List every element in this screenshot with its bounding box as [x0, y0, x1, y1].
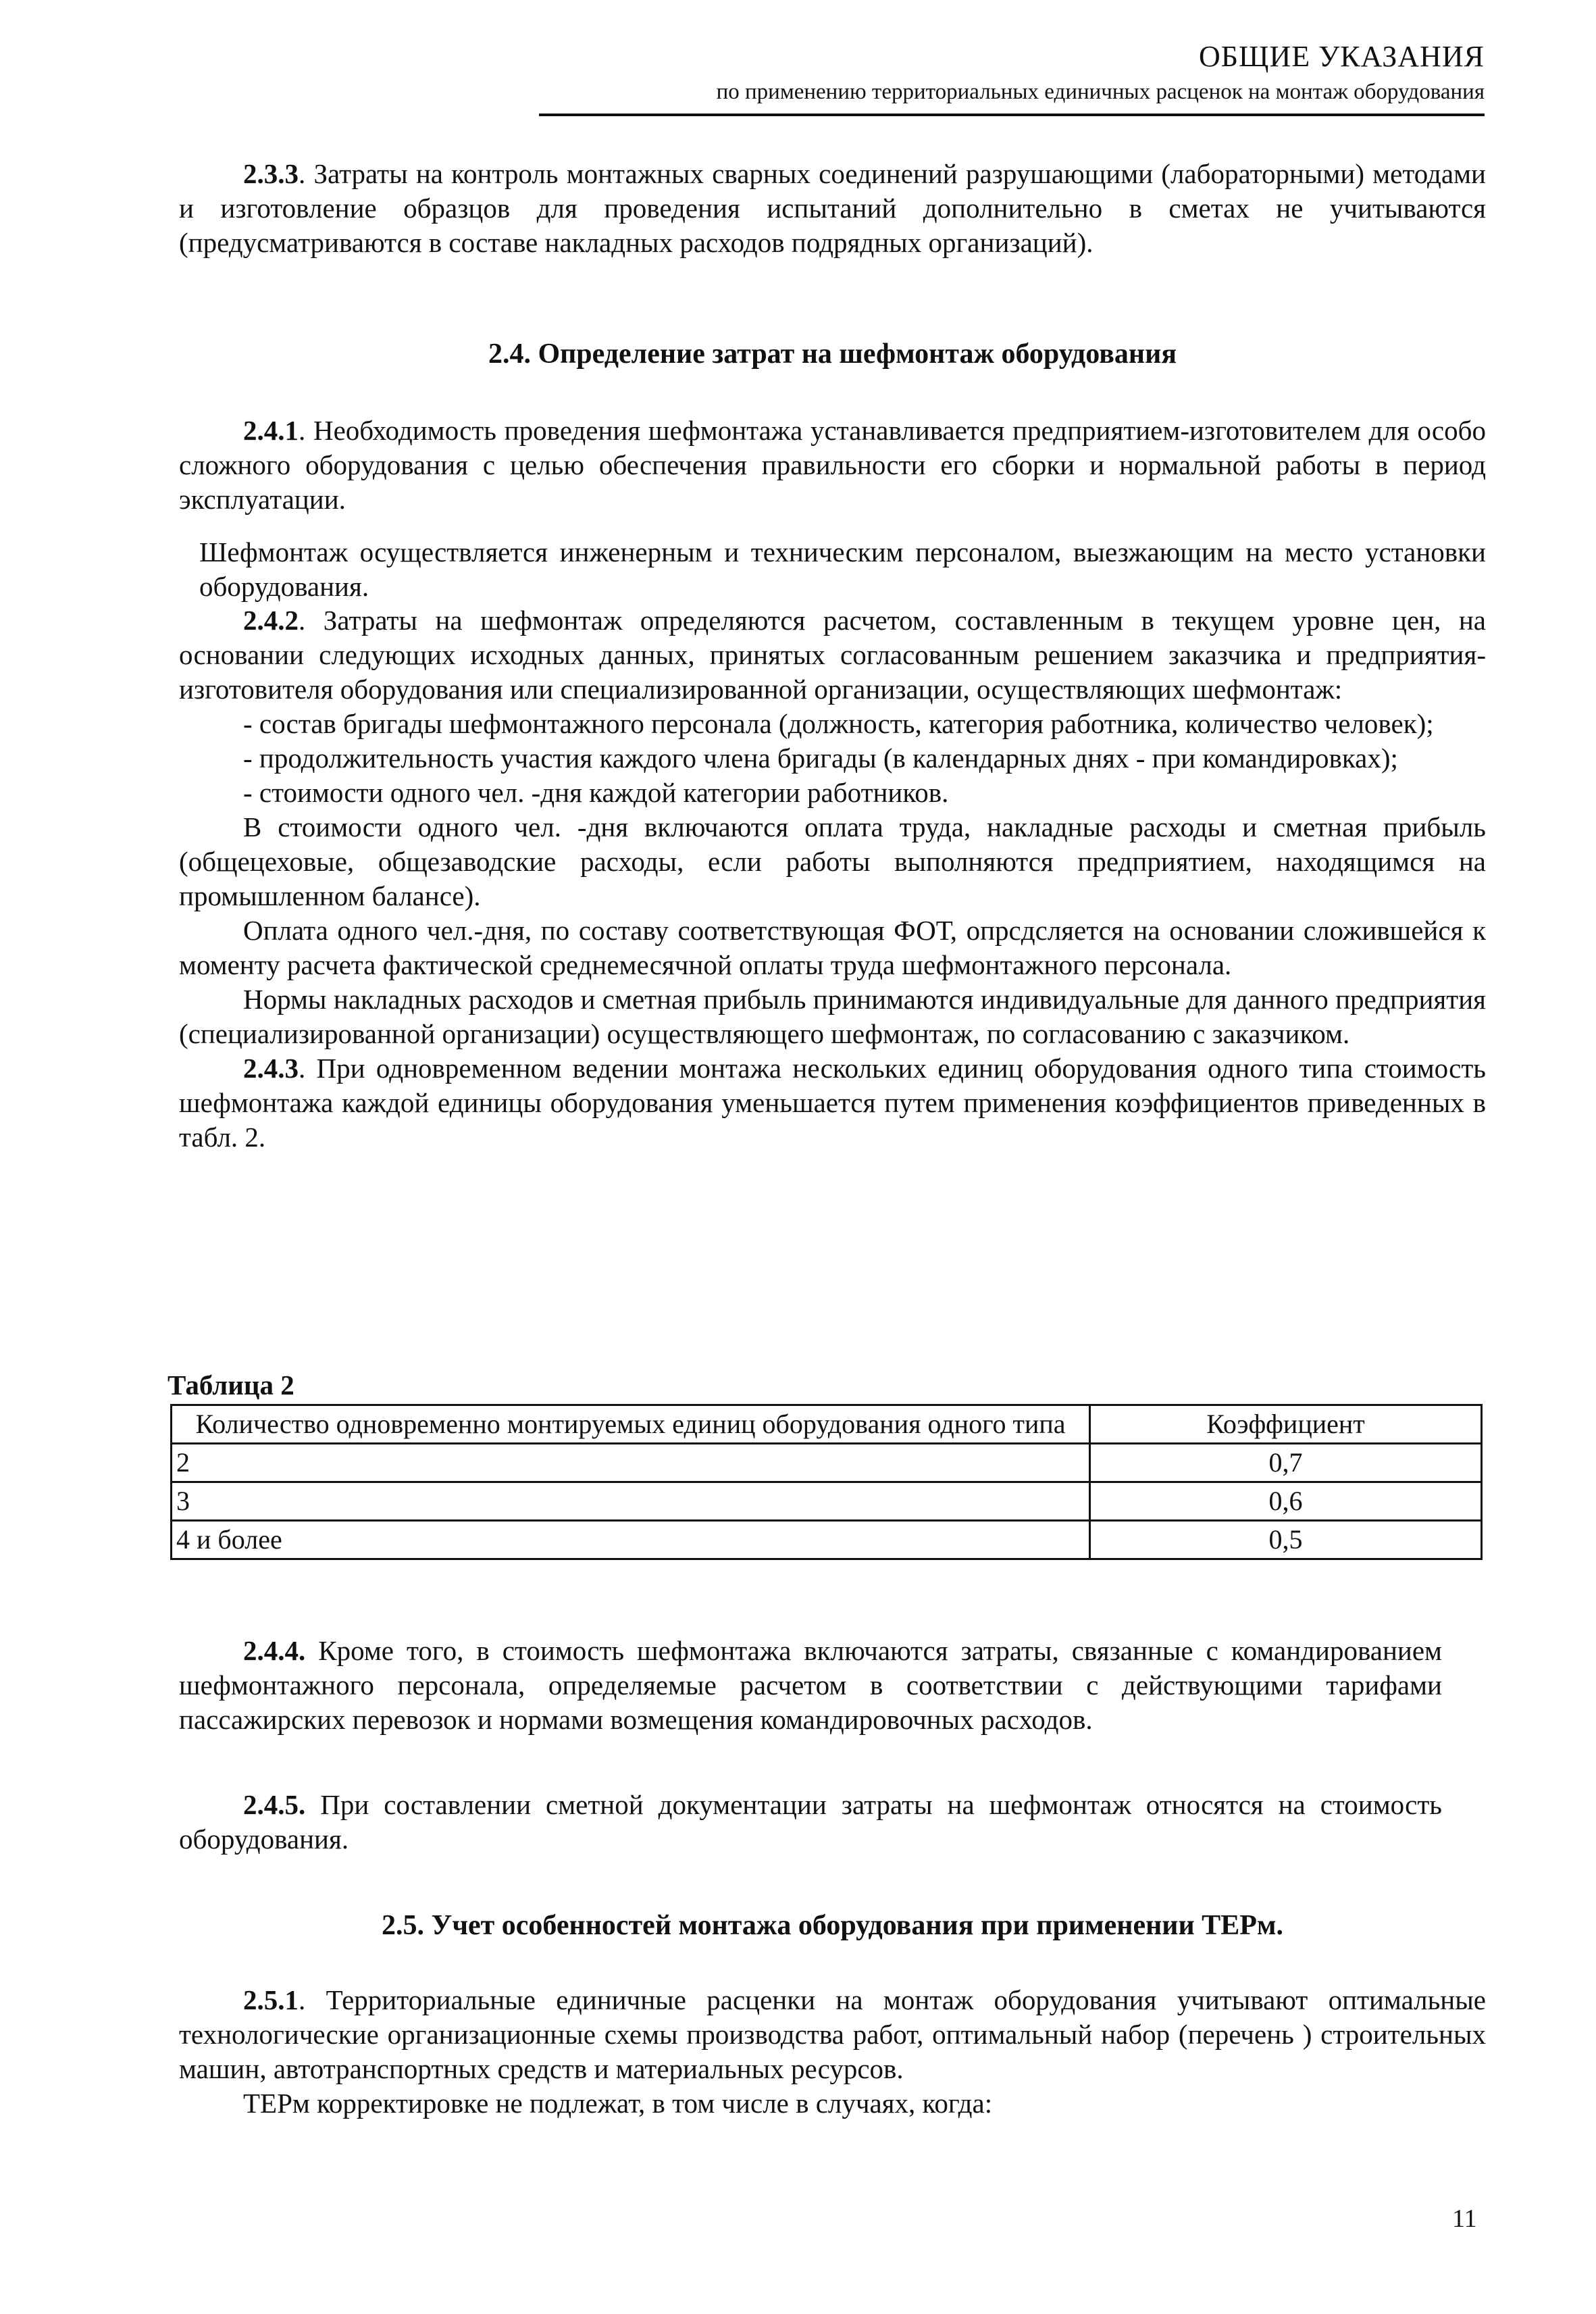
table-cell-coefficient: 0,7 — [1090, 1444, 1482, 1482]
table-row — [172, 1521, 1482, 1559]
clause-number: 2.5.1 — [243, 1984, 299, 2015]
paragraph-2-4-2-block — [179, 603, 1486, 1155]
paragraph-2-4-4 — [179, 1634, 1442, 1737]
list-item: - состав бригады шефмонтажного персонала (должность, категория работника, количество человек); — [243, 708, 1434, 739]
paragraph-text: В стоимости одного чел. -дня включаются оплата труда, накладные расходы и сметная прибыль (общецеховые, общезаводские расходы, если работы выполняются предприятием, находящимся на промышленном балансе). — [179, 811, 1486, 911]
coefficient-table — [170, 1404, 1483, 1560]
paragraph-text: При составлении сметной документации затраты на шефмонтаж относятся на стоимость оборудования. — [179, 1789, 1442, 1855]
table-cell-quantity: 3 — [172, 1482, 1090, 1521]
table-caption: Таблица 2 — [168, 1369, 294, 1401]
paragraph-2-4-1-b — [179, 535, 1486, 604]
header-divider — [539, 114, 1485, 116]
list-item: - продолжительность участия каждого члена бригады (в календарных днях - при командировках); — [243, 743, 1398, 774]
list-item: - стоимости одного чел. -дня каждой категории работников. — [243, 777, 949, 808]
clause-number: 2.3.3 — [243, 158, 299, 189]
paragraph-2-5-1 — [179, 1983, 1486, 2121]
table-header-quantity: Количество одновременно монтируемых единиц оборудования одного типа — [172, 1405, 1090, 1444]
section-heading-2-4: 2.4. Определение затрат на шефмонтаж оборудования — [488, 338, 1177, 370]
table-cell-coefficient: 0,6 — [1090, 1482, 1482, 1521]
table-cell-quantity: 2 — [172, 1444, 1090, 1482]
table-header-row — [172, 1405, 1482, 1444]
paragraph-text: . Затраты на контроль монтажных сварных соединений разрушающими (лабораторными) методами и изготовление образцов для проведения испытаний дополнительно в сметах не учитываются (предусматриваются в составе накладных расходов подрядных организаций). — [179, 158, 1486, 258]
table-header-coefficient: Коэффициент — [1090, 1405, 1482, 1444]
section-heading-2-5: 2.5. Учет особенностей монтажа оборудования при применении ТЕРм. — [382, 1910, 1283, 1941]
clause-number: 2.4.5. — [243, 1789, 306, 1820]
table-row — [172, 1482, 1482, 1521]
table-row — [172, 1444, 1482, 1482]
paragraph-text: Шефмонтаж осуществляется инженерным и техническим персоналом, выезжающим на место установки оборудования. — [199, 536, 1486, 602]
table-cell-coefficient: 0,5 — [1090, 1521, 1482, 1559]
page-number: 11 — [1452, 2205, 1477, 2233]
clause-number: 2.4.1 — [243, 415, 299, 446]
paragraph-text: . При одновременном ведении монтажа нескольких единиц оборудования одного типа стоимость шефмонтажа каждой единицы оборудования уменьшается путем применения коэффициентов приведенных в табл. 2. — [179, 1053, 1486, 1153]
paragraph-text: ТЕРм корректировке не подлежат, в том числе в случаях, когда: — [243, 2088, 993, 2119]
paragraph-text: Нормы накладных расходов и сметная прибыль принимаются индивидуальные для данного предприятия (специализированной организации) осуществляющего шефмонтаж, по согласованию с заказчиком. — [179, 984, 1486, 1049]
header-subtitle: по применению территориальных единичных расценок на монтаж оборудования — [716, 80, 1485, 104]
paragraph-text: . Затраты на шефмонтаж определяются расчетом, составленным в текущем уровне цен, на основании следующих исходных данных, принятых согласованным решением заказчика и предприятия-изготовителя оборудования или специализированной организации, осуществляющих шефмонтаж: — [179, 605, 1486, 705]
clause-number: 2.4.3 — [243, 1053, 299, 1084]
paragraph-2-3-3 — [179, 157, 1486, 260]
paragraph-text: . Необходимость проведения шефмонтажа устанавливается предприятием-изготовителем для особо сложного оборудования с целью обеспечения правильности его сборки и нормальной работы в период эксплуатации. — [179, 415, 1486, 515]
paragraph-2-4-1 — [179, 413, 1486, 517]
clause-number: 2.4.2 — [243, 605, 299, 636]
paragraph-text: . Территориальные единичные расценки на монтаж оборудования учитывают оптимальные технологические организационные схемы производства работ, оптимальный набор (перечень ) строительных машин, автотранспортных средств и материальных ресурсов. — [179, 1984, 1486, 2084]
paragraph-text: Кроме того, в стоимость шефмонтажа включаются затраты, связанные с командированием шефмонтажного персонала, определяемые расчетом в соответствии с действующими тарифами пассажирских перевозок и нормами возмещения командировочных расходов. — [179, 1635, 1442, 1735]
header-title: ОБЩИЕ УКАЗАНИЯ — [1199, 40, 1485, 73]
paragraph-text: Оплата одного чел.-дня, по составу соответствующая ФОТ, опрсдсляется на основании сложившейся к моменту расчета фактической среднемесячной оплаты труда шефмонтажного персонала. — [179, 915, 1486, 980]
table-cell-quantity: 4 и более — [172, 1521, 1090, 1559]
paragraph-2-4-5 — [179, 1788, 1442, 1857]
clause-number: 2.4.4. — [243, 1635, 306, 1666]
